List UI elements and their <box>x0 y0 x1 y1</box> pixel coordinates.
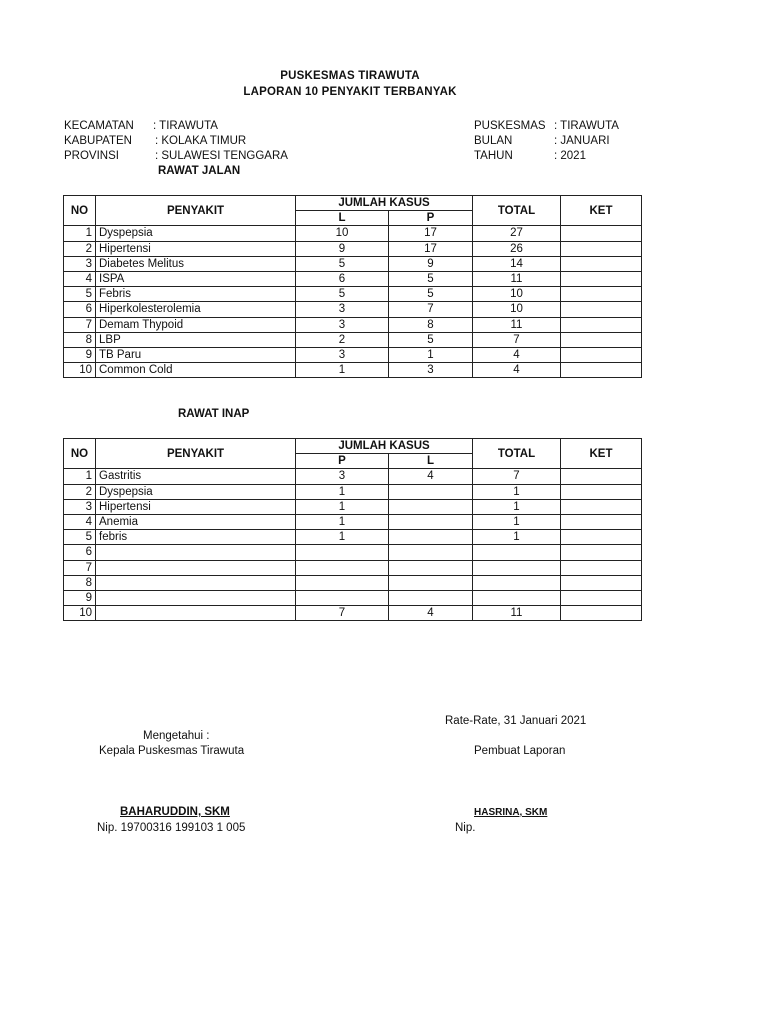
row-no: 1 <box>64 469 96 484</box>
table-row <box>64 332 642 347</box>
row-no: 5 <box>64 287 96 302</box>
col-header-l: L <box>296 211 389 226</box>
row-penyakit: Dyspepsia <box>96 226 296 241</box>
tahun-label: TAHUN <box>474 150 513 162</box>
row-penyakit <box>96 575 296 590</box>
col-header-ket: KET <box>561 196 642 226</box>
table-row <box>64 545 642 560</box>
left-nip: Nip. 19700316 199103 1 005 <box>97 822 246 834</box>
report-title-line1: PUSKESMAS TIRAWUTA <box>280 70 420 82</box>
row-count-1: 7 <box>296 606 389 621</box>
col-header-total: TOTAL <box>473 196 561 226</box>
row-no: 2 <box>64 484 96 499</box>
mengetahui-label: Mengetahui : <box>143 730 210 742</box>
row-ket <box>561 347 642 362</box>
col-header-penyakit: PENYAKIT <box>96 439 296 469</box>
row-penyakit <box>96 545 296 560</box>
row-no: 10 <box>64 363 96 378</box>
row-no: 7 <box>64 560 96 575</box>
row-penyakit: ISPA <box>96 271 296 286</box>
bulan-value: : JANUARI <box>554 135 610 147</box>
row-total <box>473 590 561 605</box>
kecamatan-value: : TIRAWUTA <box>153 120 218 132</box>
row-total <box>473 560 561 575</box>
row-total <box>473 575 561 590</box>
row-total: 10 <box>473 287 561 302</box>
table-row <box>64 302 642 317</box>
row-ket <box>561 363 642 378</box>
row-count-1: 3 <box>296 347 389 362</box>
row-no: 10 <box>64 606 96 621</box>
col-header-no: NO <box>64 196 96 226</box>
table-row <box>64 575 642 590</box>
table-row <box>64 347 642 362</box>
row-count-1: 1 <box>296 499 389 514</box>
table-row <box>64 606 642 621</box>
row-count-2 <box>389 530 473 545</box>
row-penyakit <box>96 590 296 605</box>
col-header-l: L <box>389 454 473 469</box>
right-signer-name: HASRINA, SKM <box>474 807 548 818</box>
row-count-1: 5 <box>296 256 389 271</box>
row-count-2: 5 <box>389 287 473 302</box>
row-penyakit <box>96 560 296 575</box>
col-header-total: TOTAL <box>473 439 561 469</box>
table-row <box>64 256 642 271</box>
row-no: 2 <box>64 241 96 256</box>
row-total: 1 <box>473 530 561 545</box>
row-count-2 <box>389 590 473 605</box>
row-count-2: 17 <box>389 226 473 241</box>
col-header-jumlah-kasus: JUMLAH KASUS <box>296 439 473 454</box>
row-total <box>473 545 561 560</box>
kecamatan-label: KECAMATAN <box>64 120 134 132</box>
table-row <box>64 287 642 302</box>
row-total: 7 <box>473 469 561 484</box>
row-total: 4 <box>473 363 561 378</box>
table-row <box>64 271 642 286</box>
row-count-1: 5 <box>296 287 389 302</box>
row-no: 4 <box>64 514 96 529</box>
right-role: Pembuat Laporan <box>474 745 566 757</box>
right-nip: Nip. <box>455 822 476 834</box>
row-penyakit: Hiperkolesterolemia <box>96 302 296 317</box>
row-count-2 <box>389 499 473 514</box>
table-row <box>64 363 642 378</box>
row-ket <box>561 241 642 256</box>
row-penyakit <box>96 606 296 621</box>
col-header-ket: KET <box>561 439 642 469</box>
row-no: 3 <box>64 256 96 271</box>
bulan-label: BULAN <box>474 135 513 147</box>
row-count-1: 3 <box>296 302 389 317</box>
row-ket <box>561 484 642 499</box>
row-ket <box>561 606 642 621</box>
table-row <box>64 226 642 241</box>
row-penyakit: Diabetes Melitus <box>96 256 296 271</box>
table-row <box>64 241 642 256</box>
puskesmas-label: PUSKESMAS <box>474 120 546 132</box>
provinsi-value: : SULAWESI TENGGARA <box>155 150 288 162</box>
tahun-value: : 2021 <box>554 150 586 162</box>
row-count-2 <box>389 545 473 560</box>
row-ket <box>561 302 642 317</box>
row-no: 6 <box>64 302 96 317</box>
row-no: 3 <box>64 499 96 514</box>
row-count-2 <box>389 575 473 590</box>
row-penyakit: Hipertensi <box>96 241 296 256</box>
table-row <box>64 317 642 332</box>
left-role: Kepala Puskesmas Tirawuta <box>99 745 245 757</box>
row-count-1: 2 <box>296 332 389 347</box>
row-ket <box>561 499 642 514</box>
row-ket <box>561 287 642 302</box>
rawat-inap-table <box>63 438 642 621</box>
row-count-1: 1 <box>296 484 389 499</box>
table-row <box>64 530 642 545</box>
row-count-2: 1 <box>389 347 473 362</box>
row-no: 1 <box>64 226 96 241</box>
row-count-1 <box>296 575 389 590</box>
col-header-p: P <box>389 211 473 226</box>
provinsi-label: PROVINSI <box>64 150 119 162</box>
left-signer-name: BAHARUDDIN, SKM <box>120 806 230 818</box>
row-penyakit: LBP <box>96 332 296 347</box>
row-count-2: 9 <box>389 256 473 271</box>
row-count-1: 9 <box>296 241 389 256</box>
row-ket <box>561 271 642 286</box>
row-penyakit: Hipertensi <box>96 499 296 514</box>
col-header-penyakit: PENYAKIT <box>96 196 296 226</box>
row-count-1 <box>296 590 389 605</box>
row-penyakit: febris <box>96 530 296 545</box>
row-count-1: 1 <box>296 514 389 529</box>
row-count-1: 3 <box>296 469 389 484</box>
row-no: 5 <box>64 530 96 545</box>
row-no: 9 <box>64 347 96 362</box>
place-date: Rate-Rate, 31 Januari 2021 <box>445 715 587 727</box>
row-total: 26 <box>473 241 561 256</box>
row-count-2: 3 <box>389 363 473 378</box>
row-penyakit: Common Cold <box>96 363 296 378</box>
row-count-1: 1 <box>296 530 389 545</box>
rawat-jalan-table <box>63 195 642 378</box>
row-total: 7 <box>473 332 561 347</box>
row-no: 4 <box>64 271 96 286</box>
row-ket <box>561 469 642 484</box>
row-count-1: 6 <box>296 271 389 286</box>
row-no: 8 <box>64 575 96 590</box>
row-count-1 <box>296 560 389 575</box>
row-count-2 <box>389 484 473 499</box>
row-ket <box>561 575 642 590</box>
rawat-jalan-title: RAWAT JALAN <box>158 165 241 177</box>
row-ket <box>561 514 642 529</box>
row-count-2: 5 <box>389 271 473 286</box>
row-no: 8 <box>64 332 96 347</box>
row-count-1: 1 <box>296 363 389 378</box>
row-total: 10 <box>473 302 561 317</box>
col-header-p: P <box>296 454 389 469</box>
row-count-2: 7 <box>389 302 473 317</box>
row-count-1: 3 <box>296 317 389 332</box>
row-ket <box>561 545 642 560</box>
row-ket <box>561 226 642 241</box>
row-penyakit: Gastritis <box>96 469 296 484</box>
row-total: 27 <box>473 226 561 241</box>
table-row <box>64 514 642 529</box>
row-total: 11 <box>473 271 561 286</box>
row-ket <box>561 317 642 332</box>
puskesmas-value: : TIRAWUTA <box>554 120 619 132</box>
table-row <box>64 484 642 499</box>
row-count-1 <box>296 545 389 560</box>
row-ket <box>561 256 642 271</box>
row-no: 9 <box>64 590 96 605</box>
row-count-2: 4 <box>389 469 473 484</box>
row-total: 1 <box>473 484 561 499</box>
row-ket <box>561 332 642 347</box>
kabupaten-value: : KOLAKA TIMUR <box>155 135 247 147</box>
table-row <box>64 499 642 514</box>
row-total: 11 <box>473 317 561 332</box>
row-count-2: 8 <box>389 317 473 332</box>
table-row <box>64 560 642 575</box>
row-penyakit: TB Paru <box>96 347 296 362</box>
row-total: 1 <box>473 499 561 514</box>
row-total: 4 <box>473 347 561 362</box>
col-header-jumlah-kasus: JUMLAH KASUS <box>296 196 473 211</box>
row-penyakit: Dyspepsia <box>96 484 296 499</box>
row-count-2 <box>389 560 473 575</box>
rawat-inap-title: RAWAT INAP <box>178 408 250 420</box>
table-row <box>64 590 642 605</box>
row-penyakit: Anemia <box>96 514 296 529</box>
col-header-no: NO <box>64 439 96 469</box>
report-title-line2: LAPORAN 10 PENYAKIT TERBANYAK <box>243 86 457 98</box>
row-count-2 <box>389 514 473 529</box>
row-penyakit: Demam Thypoid <box>96 317 296 332</box>
row-total: 14 <box>473 256 561 271</box>
row-count-2: 5 <box>389 332 473 347</box>
row-total: 11 <box>473 606 561 621</box>
row-no: 7 <box>64 317 96 332</box>
row-count-1: 10 <box>296 226 389 241</box>
row-ket <box>561 590 642 605</box>
row-ket <box>561 530 642 545</box>
row-penyakit: Febris <box>96 287 296 302</box>
row-ket <box>561 560 642 575</box>
row-total: 1 <box>473 514 561 529</box>
row-count-2: 4 <box>389 606 473 621</box>
row-count-2: 17 <box>389 241 473 256</box>
kabupaten-label: KABUPATEN <box>64 135 132 147</box>
table-row <box>64 469 642 484</box>
row-no: 6 <box>64 545 96 560</box>
